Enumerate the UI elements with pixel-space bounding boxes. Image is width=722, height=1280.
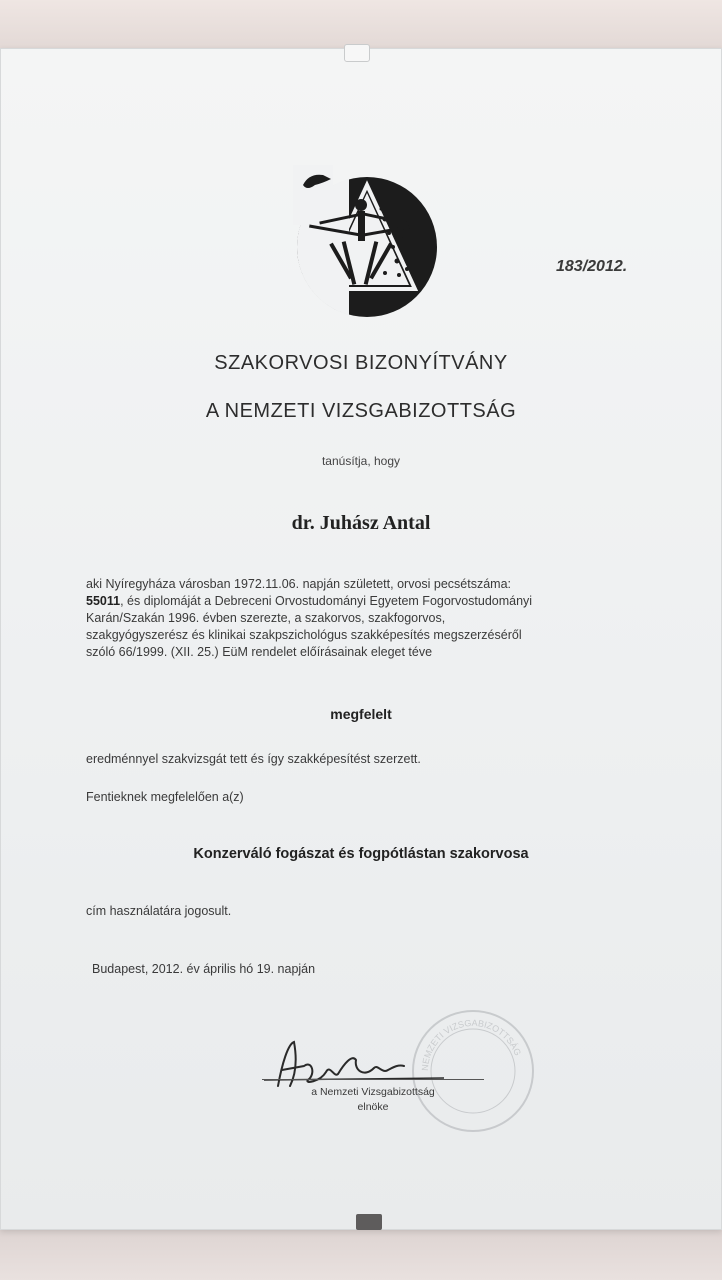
body-paragraph — [86, 576, 722, 661]
seal-text: NEMZETI VIZSGABIZOTTSÁG — [419, 1017, 524, 1072]
document-number: 183/2012. — [556, 258, 628, 275]
body-line-1: aki Nyíregyháza városban 1972.11.06. napján született, orvosi pecsétszáma: — [86, 577, 512, 591]
exam-result: megfelelt — [330, 706, 392, 722]
specialty-title: Konzerváló fogászat és fogpótlástan szakorvosa — [193, 846, 529, 862]
stamp-number: 55011 — [86, 594, 121, 608]
wall-background-bottom — [0, 1226, 722, 1280]
signatory-title: a Nemzeti Vizsgabizottság — [311, 1086, 435, 1098]
body-line-2-rest: , és diplomáját a Debreceni Orvostudományi Egyetem Fogorvostudományi — [120, 594, 533, 608]
recipient-name: dr. Juhász Antal — [291, 512, 431, 534]
body-line-4: szakgyógyszerész és klinikai szakpszichológus szakképesítés megszerzéséről — [86, 628, 522, 642]
accordingly-text: Fentieknek megfelelően a(z) — [86, 790, 244, 804]
certificate-title: SZAKORVOSI BIZONYÍTVÁNY — [214, 352, 508, 374]
signatory-role: elnöke — [357, 1101, 389, 1113]
place-and-date: Budapest, 2012. év április hó 19. napján — [92, 962, 316, 976]
body-line-5: szóló 66/1999. (XII. 25.) EüM rendelet előírásainak eleget téve — [86, 645, 433, 659]
certifies-text: tanúsítja, hogy — [321, 454, 401, 468]
frame-clip-bottom — [356, 1214, 382, 1230]
exam-line: eredménnyel szakvizsgát tett és így szakképesítést szerzett. — [86, 752, 421, 766]
body-line-3: Karán/Szakán 1996. évben szerezte, a szakorvos, szakfogorvos, — [86, 611, 446, 625]
body-line-2 — [86, 593, 722, 610]
medical-emblem-logo — [289, 165, 441, 321]
frame-clip-top — [344, 44, 370, 62]
title-use-text: cím használatára jogosult. — [86, 904, 232, 918]
signature-line — [262, 1079, 484, 1080]
issuer-name: A NEMZETI VIZSGABIZOTTSÁG — [205, 400, 517, 422]
